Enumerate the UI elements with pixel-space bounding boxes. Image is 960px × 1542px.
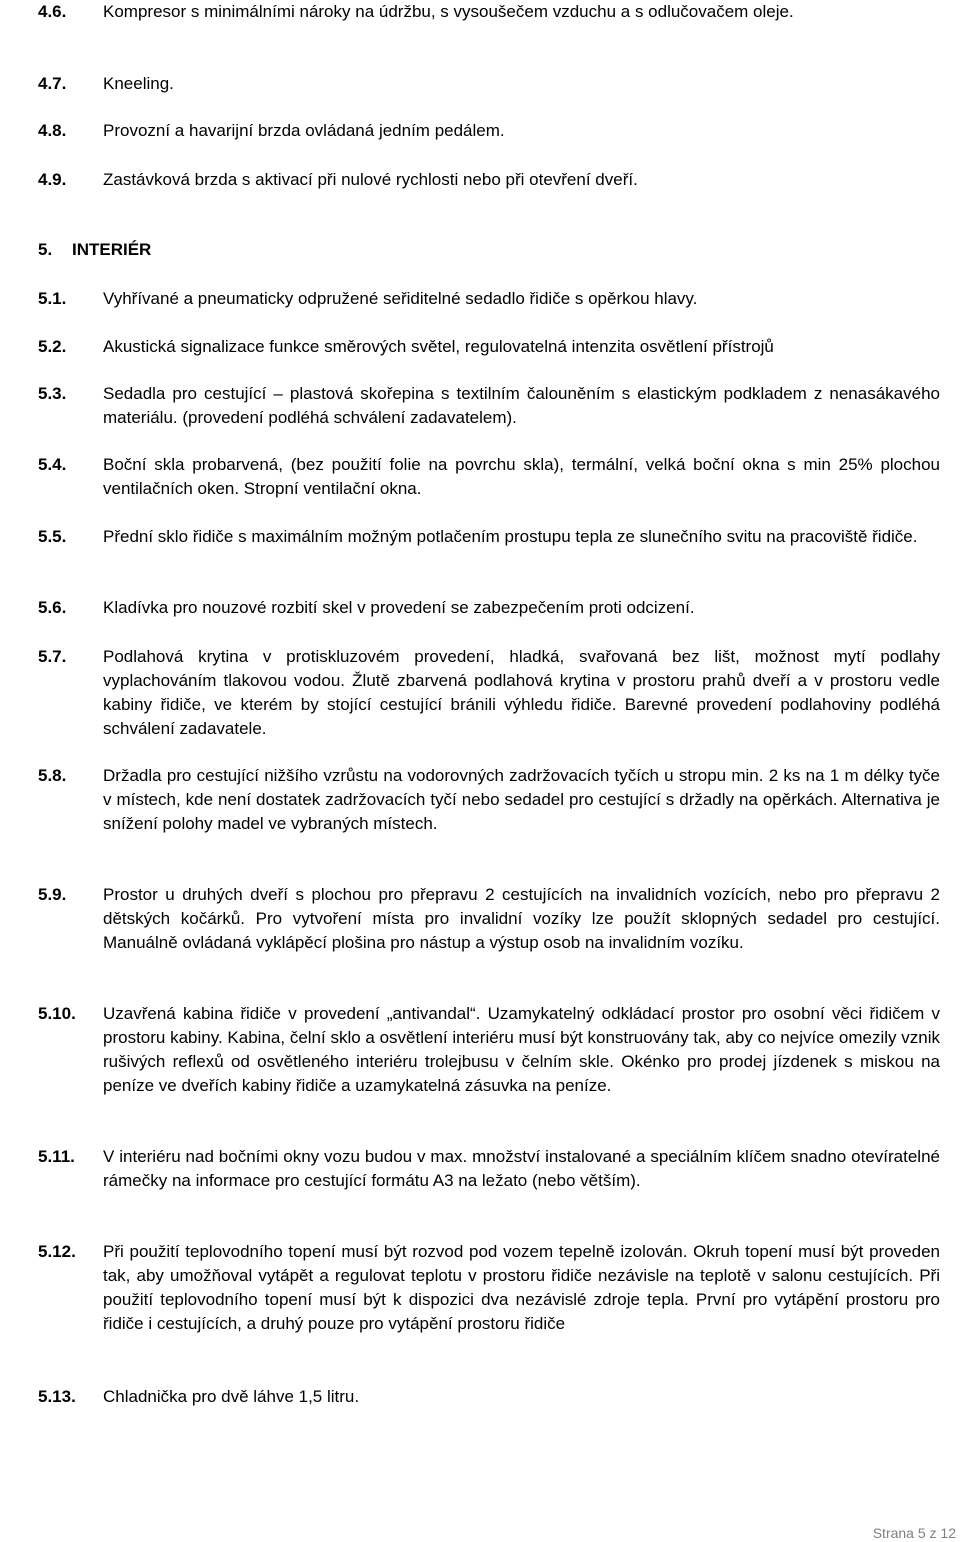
item-number: 5.4.: [38, 455, 67, 474]
item-text: Zastávková brzda s aktivací při nulové rychlosti nebo při otevření dveří.: [103, 170, 638, 189]
item-number: 4.9.: [38, 170, 67, 189]
item-number: 5.2.: [38, 337, 67, 356]
item-number: 5.7.: [38, 647, 67, 666]
item-text: Při použití teplovodního topení musí být rozvod pod vozem tepelně izolován. Okruh topení musí být proveden tak, aby umožňoval vytápět a regulovat teplotu v prostoru řidiče nezávisle na teplotě v salonu cestujících. Při použití teplovodního topení musí být k dispozici dva nezávislé zdroje tepla. První pro vytápění prostoru pro řidiče i cestujících, a druhý pouze pro vytápění prostoru řidiče: [103, 1242, 940, 1333]
item-number: 4.7.: [38, 74, 67, 93]
item-number: 4.6.: [38, 2, 67, 21]
item-text: V interiéru nad bočními okny vozu budou v max. množství instalované a speciálním klíčem snadno otevíratelné rámečky na informace pro cestující formátu A3 na ležato (nebo větším).: [103, 1147, 940, 1190]
item-text: Provozní a havarijní brzda ovládaná jedním pedálem.: [103, 121, 505, 140]
section-heading: [38, 238, 151, 262]
item-text: Prostor u druhých dveří s plochou pro přepravu 2 cestujících na invalidních vozících, nebo pro přepravu 2 dětských kočárků. Pro vytvoření místa pro invalidní vozíky lze použít sklopných sedadel pro cestující. Manuálně ovládaná vyklápěcí plošina pro nástup a výstup osob na invalidním vozíku.: [103, 885, 940, 952]
item-number: 5.13.: [38, 1387, 76, 1406]
section-title: INTERIÉR: [72, 240, 152, 259]
item-text: Chladnička pro dvě láhve 1,5 litru.: [103, 1387, 360, 1406]
item-number: 5.9.: [38, 885, 67, 904]
item-number: 5.10.: [38, 1004, 76, 1023]
item-text: Kneeling.: [103, 74, 174, 93]
item-text: Držadla pro cestující nižšího vzrůstu na vodorovných zadržovacích tyčích u stropu min. 2 ks na 1 m délky tyče v místech, kde není dostatek zadržovacích tyčí nebo sedadel pro cestující s držadly na opěrkách. Alternativa je snížení polohy madel ve vybraných místech.: [103, 766, 940, 833]
item-number: 5.6.: [38, 598, 67, 617]
item-text: Sedadla pro cestující – plastová skořepina s textilním čalouněním s elastickým podkladem z nenasákavého materiálu. (provedení podléhá schválení zadavatelem).: [103, 384, 940, 427]
item-text: Přední sklo řidiče s maximálním možným potlačením prostupu tepla ze slunečního svitu na pracoviště řidiče.: [103, 527, 918, 546]
page-number: Strana 5 z 12: [872, 1525, 956, 1541]
item-text: Boční skla probarvená, (bez použití folie na povrchu skla), termální, velká boční okna s min 25% plochou ventilačních oken. Stropní ventilační okna.: [103, 455, 940, 498]
item-text: Podlahová krytina v protiskluzovém provedení, hladká, svařovaná bez lišt, možnost mytí podlahy vyplachováním tlakovou vodou. Žlutě zbarvená podlahová krytina v prostoru prahů dveří a v prostoru vedle kabiny řidiče, ve kterém by stojící cestující bránili výhledu řidiče. Barevné provedení podlahoviny podléhá schválení zadavatele.: [103, 647, 940, 738]
item-number: 5.11.: [38, 1147, 75, 1166]
item-text: Akustická signalizace funkce směrových světel, regulovatelná intenzita osvětlení přístrojů: [103, 337, 774, 356]
item-text: Uzavřená kabina řidiče v provedení „antivandal“. Uzamykatelný odkládací prostor pro osobní věci řidičem v prostoru kabiny. Kabina, čelní sklo a osvětlení interiéru musí být konstruovány tak, aby co nejvíce omezily vznik rušivých reflexů od osvětleného interiéru trolejbusu v čelním skle. Okénko pro prodej jízdenek s miskou na peníze ve dveřích kabiny řidiče a uzamykatelná zásuvka na peníze.: [103, 1004, 940, 1095]
item-text: Kompresor s minimálními nároky na údržbu, s vysoušečem vzduchu a s odlučovačem oleje.: [103, 2, 794, 21]
item-text: Vyhřívané a pneumaticky odpružené seřiditelné sedadlo řidiče s opěrkou hlavy.: [103, 289, 698, 308]
section-number: 5.: [38, 240, 53, 259]
item-number: 5.5.: [38, 527, 67, 546]
item-number: 5.3.: [38, 384, 67, 403]
item-number: 5.1.: [38, 289, 67, 308]
item-number: 4.8.: [38, 121, 67, 140]
item-number: 5.8.: [38, 766, 67, 785]
item-text: Kladívka pro nouzové rozbití skel v provedení se zabezpečením proti odcizení.: [103, 598, 695, 617]
item-number: 5.12.: [38, 1242, 76, 1261]
